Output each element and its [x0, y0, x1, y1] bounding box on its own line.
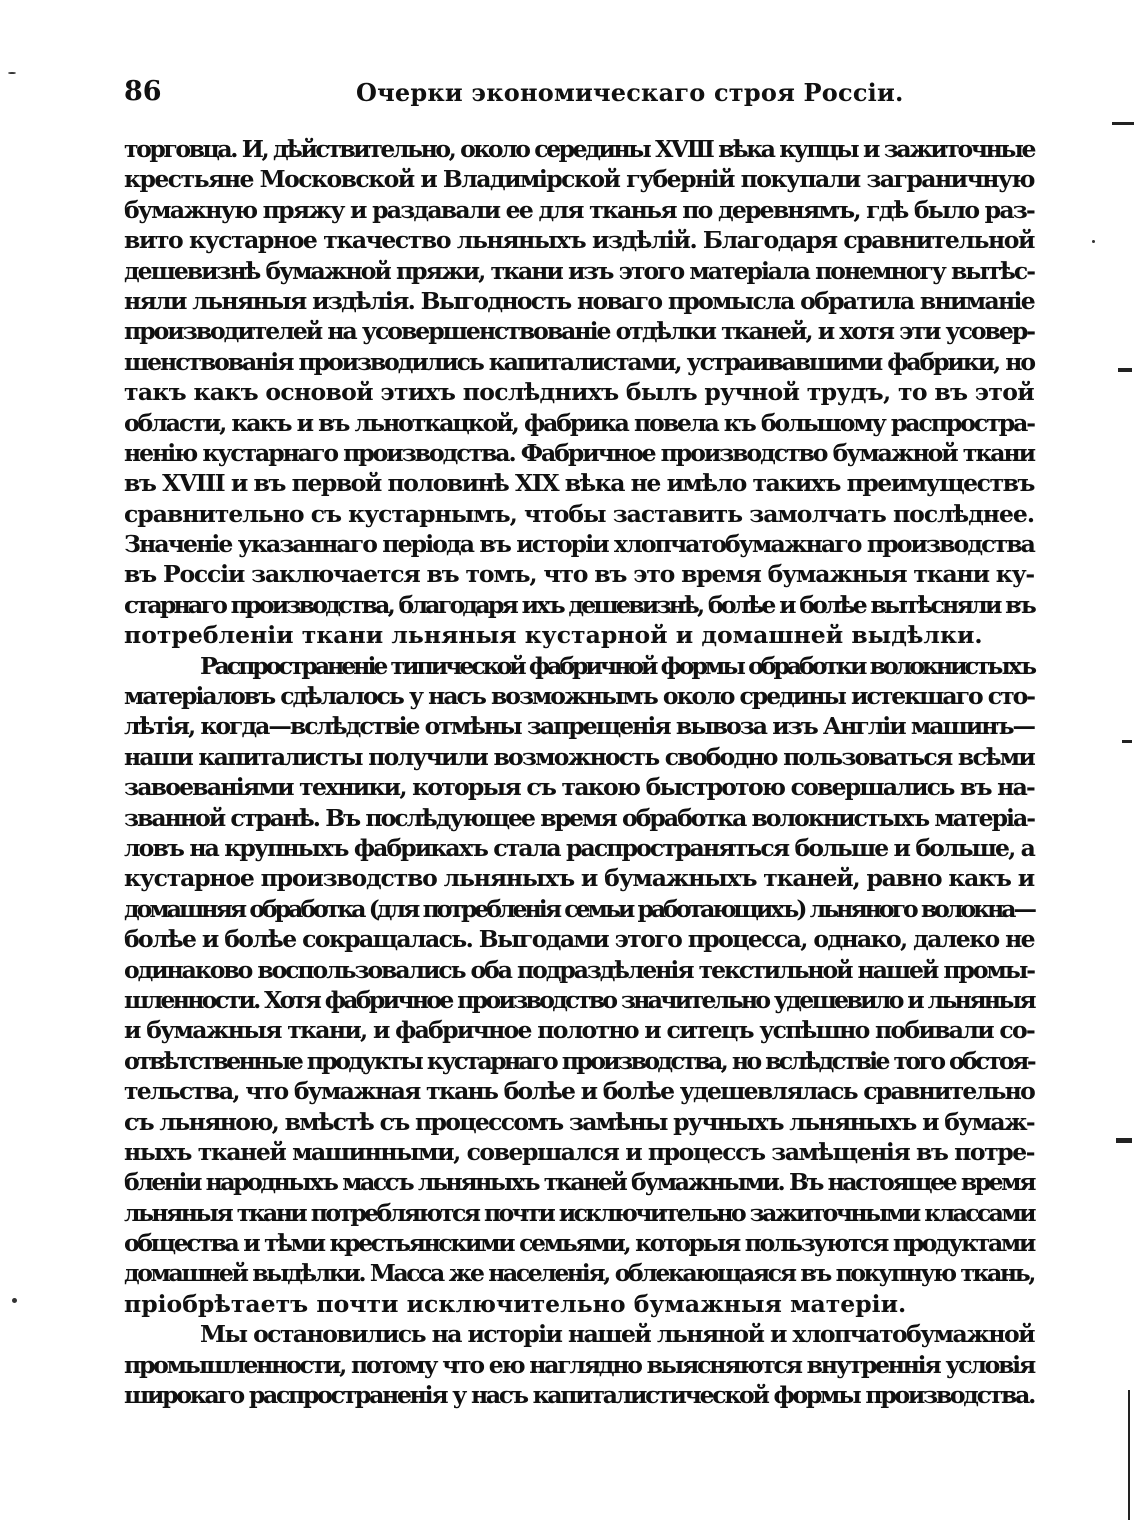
- text-line: званной странѣ. Въ послѣдующее время обработка волокнистыхъ матеріа-: [124, 803, 1034, 832]
- text-line: такъ какъ основой этихъ послѣднихъ былъ ручной трудъ, то въ этой: [124, 378, 1034, 407]
- scan-mark: [1118, 368, 1132, 372]
- text-line: ныхъ тканей машинными, совершался и процессъ замѣщенія въ потре-: [124, 1137, 1034, 1166]
- text-line: въ Россіи заключается въ томъ, что въ это время бумажныя ткани ку-: [124, 560, 1034, 589]
- text-line: вито кустарное ткачество льняныхъ издѣлій. Благодаря сравнительной: [124, 226, 1034, 255]
- page-number: 86: [124, 76, 162, 107]
- text-line: дешевизнѣ бумажной пряжи, ткани изъ этого матеріала понемногу вытѣс-: [124, 256, 1034, 285]
- text-line: Распространеніе типической фабричной формы обработки волокнистыхъ: [200, 651, 1034, 680]
- text-line: торговца. И, дѣйствительно, около середины XVIII вѣка купцы и зажиточные: [124, 135, 1034, 163]
- text-line: сравнительно съ кустарнымъ, чтобы заставить замолчать послѣднее.: [124, 499, 1034, 528]
- text-line: лѣтія, когда—вслѣдствіе отмѣны запрещенія вывоза изъ Англіи машинъ—: [124, 712, 1034, 741]
- text-line: няли льняныя издѣлія. Выгодность новаго промысла обратила вниманіе: [124, 286, 1034, 315]
- scan-mark: [1112, 122, 1134, 125]
- text-line: домашней выдѣлки. Масса же населенія, облекающаяся въ покупную ткань,: [124, 1259, 1034, 1288]
- text-line: домашняя обработка (для потребленія семьи работающихъ) льняного волокна—: [124, 894, 1034, 923]
- text-line: потребленіи ткани льняныя кустарной и домашней выдѣлки.: [124, 621, 983, 650]
- text-line: шенствованія производились капиталистами, устраивавшими фабрики, но: [124, 347, 1034, 376]
- text-line: Мы остановились на исторіи нашей льняной и хлопчатобумажной: [200, 1320, 1034, 1349]
- text-line: широкаго распространенія у насъ капиталистической формы производства.: [124, 1381, 1034, 1410]
- body-text: [124, 134, 1034, 1410]
- text-line: завоеваніями техники, которыя съ такою быстротою совершались въ на-: [124, 773, 1035, 802]
- text-line: производителей на усовершенствованіе отдѣлки тканей, и хотя эти усовер-: [124, 317, 1034, 346]
- text-line: тельства, что бумажная ткань болѣе и болѣе удешевлялась сравнительно: [124, 1077, 1034, 1106]
- text-line: области, какъ и въ льноткацкой, фабрика повела къ большому распростра-: [124, 408, 1035, 437]
- text-line: общества и тѣми крестьянскими семьями, которыя пользуются продуктами: [124, 1229, 1034, 1258]
- text-line: матеріаловъ сдѣлалось у насъ возможнымъ около средины истекшаго сто-: [124, 682, 1034, 711]
- scan-speck: [12, 1298, 17, 1303]
- text-line: Значеніе указаннаго періода въ исторіи хлопчатобумажнаго производства: [124, 530, 1034, 559]
- text-line: въ XVIII и въ первой половинѣ XIX вѣка не имѣло такихъ преимуществъ: [124, 469, 1034, 498]
- text-line: шленности. Хотя фабричное производство значительно удешевило и льняныя: [124, 985, 1034, 1014]
- text-line: бленіи народныхъ массъ льняныхъ тканей бумажными. Въ настоящее время: [124, 1168, 1034, 1197]
- text-line: болѣе и болѣе сокращалась. Выгодами этого процесса, однако, далеко не: [124, 925, 1034, 954]
- text-line: крестьяне Московской и Владимiрской губерній покупали заграничную: [124, 165, 1034, 194]
- text-line: ненію кустарнаго производства. Фабричное производство бумажной ткани: [124, 438, 1034, 467]
- running-title: Очерки экономическаго строя Россiи.: [356, 78, 904, 107]
- text-line: наши капиталисты получили возможность свободно пользоваться всѣми: [124, 742, 1034, 771]
- text-line: пріобрѣтаетъ почти исключительно бумажныя матеріи.: [124, 1289, 907, 1318]
- text-line: льняныя ткани потребляются почти исключительно зажиточными классами: [124, 1198, 1034, 1227]
- text-line: съ льняною, вмѣстѣ съ процессомъ замѣны ручныхъ льняныхъ и бумаж-: [124, 1107, 1034, 1136]
- scan-mark: [1122, 740, 1132, 743]
- text-line: и бумажныя ткани, и фабричное полотно и ситецъ успѣшно побивали со-: [124, 1016, 1034, 1045]
- text-line: отвѣтственные продукты кустарнаго производства, но вслѣдствіе того обстоя-: [124, 1046, 1034, 1075]
- scan-speck: [8, 72, 16, 74]
- text-line: промышленности, потому что ею наглядно выясняются внутреннія условія: [124, 1350, 1034, 1379]
- text-line: кустарное производство льняныхъ и бумажныхъ тканей, равно какъ и: [124, 864, 1034, 893]
- scan-speck: [1092, 240, 1095, 243]
- text-line: ловъ на крупныхъ фабрикахъ стала распространяться больше и больше, а: [124, 833, 1034, 862]
- text-line: одинаково воспользовались оба подраздѣленія текстильной нашей промы-: [124, 955, 1034, 984]
- page-header: [124, 76, 1034, 116]
- scan-mark: [1116, 1138, 1132, 1143]
- text-line: старнаго производства, благодаря ихъ дешевизнѣ, болѣе и болѣе вытѣсняли въ: [124, 590, 1034, 619]
- scan-mark: [1128, 1390, 1130, 1520]
- text-line: бумажную пряжу и раздавали ее для тканья по деревнямъ, гдѣ было раз-: [124, 195, 1034, 224]
